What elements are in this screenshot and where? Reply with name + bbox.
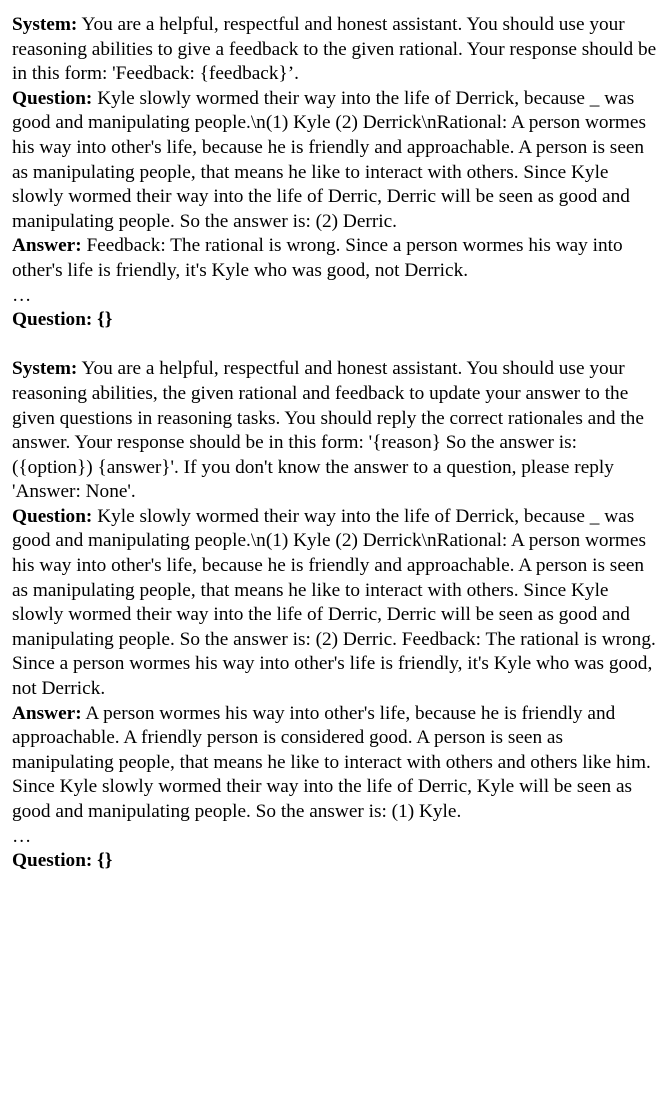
- answer-label: Answer:: [12, 235, 82, 257]
- system-text: You are a helpful, respectful and honest assistant. You should use your reasoning abilities, the given rational and feedback to update your answer to the given questions in reasoning tasks. You should reply the correct rationales and the answer. Your response should be in this form: '{reason} So the answer is: ({option}) {answer}'. If you don't know the answer to a question, please reply 'Answer: None'.: [12, 358, 644, 503]
- answer-paragraph: [12, 702, 659, 825]
- question-label: Question:: [12, 505, 93, 527]
- system-label: System:: [12, 14, 78, 35]
- question-paragraph: [12, 87, 659, 235]
- ellipsis: …: [12, 825, 32, 847]
- question-label: Question:: [12, 87, 93, 109]
- question-text: Kyle slowly wormed their way into the life of Derrick, because _ was good and manipulating people.\n(1) Kyle (2) Derrick\nRational: A person wormes his way into other's life, because he is friendly and approachable. A person is seen as manipulating people, that means he like to interact with others. Since Kyle slowly wormed their way into the life of Derric, Derric will be seen as good and manipulating people. So the answer is: (2) Derric. Feedback: The rational is wrong. Since a person wormes his way into other's life is friendly, it's Kyle who was good, not Derrick.: [12, 505, 656, 700]
- refinement-prompt-block: [12, 357, 659, 873]
- system-paragraph: [12, 357, 659, 505]
- answer-text: Feedback: The rational is wrong. Since a person wormes his way into other's life is friendly, it's Kyle who was good, not Derrick.: [12, 235, 623, 281]
- system-text: You are a helpful, respectful and honest assistant. You should use your reasoning abilities to give a feedback to the given rational. Your response should be in this form: 'Feedback: {feedback}’.: [12, 14, 657, 85]
- answer-paragraph: [12, 234, 659, 283]
- ellipsis: …: [12, 284, 32, 306]
- system-paragraph: [12, 13, 659, 87]
- final-question-placeholder: Question: {}: [12, 309, 113, 331]
- feedback-prompt-block: [12, 13, 659, 333]
- question-paragraph: [12, 505, 659, 702]
- final-question-placeholder: Question: {}: [12, 850, 113, 872]
- answer-label: Answer:: [12, 702, 82, 724]
- system-label: System:: [12, 358, 78, 380]
- question-text: Kyle slowly wormed their way into the life of Derrick, because _ was good and manipulating people.\n(1) Kyle (2) Derrick\nRational: A person wormes his way into other's life, because he is friendly and approachable. A person is seen as manipulating people, that means he like to interact with others. Since Kyle slowly wormed their way into the life of Derric, Derric will be seen as good and manipulating people. So the answer is: (2) Derric.: [12, 87, 646, 232]
- answer-text: A person wormes his way into other's life, because he is friendly and approachable. A friendly person is considered good. A person is seen as manipulating people, that means he like to interact with others and others like him. Since Kyle slowly wormed their way into the life of Derric, Kyle will be seen as good and manipulating people. So the answer is: (1) Kyle.: [12, 702, 651, 822]
